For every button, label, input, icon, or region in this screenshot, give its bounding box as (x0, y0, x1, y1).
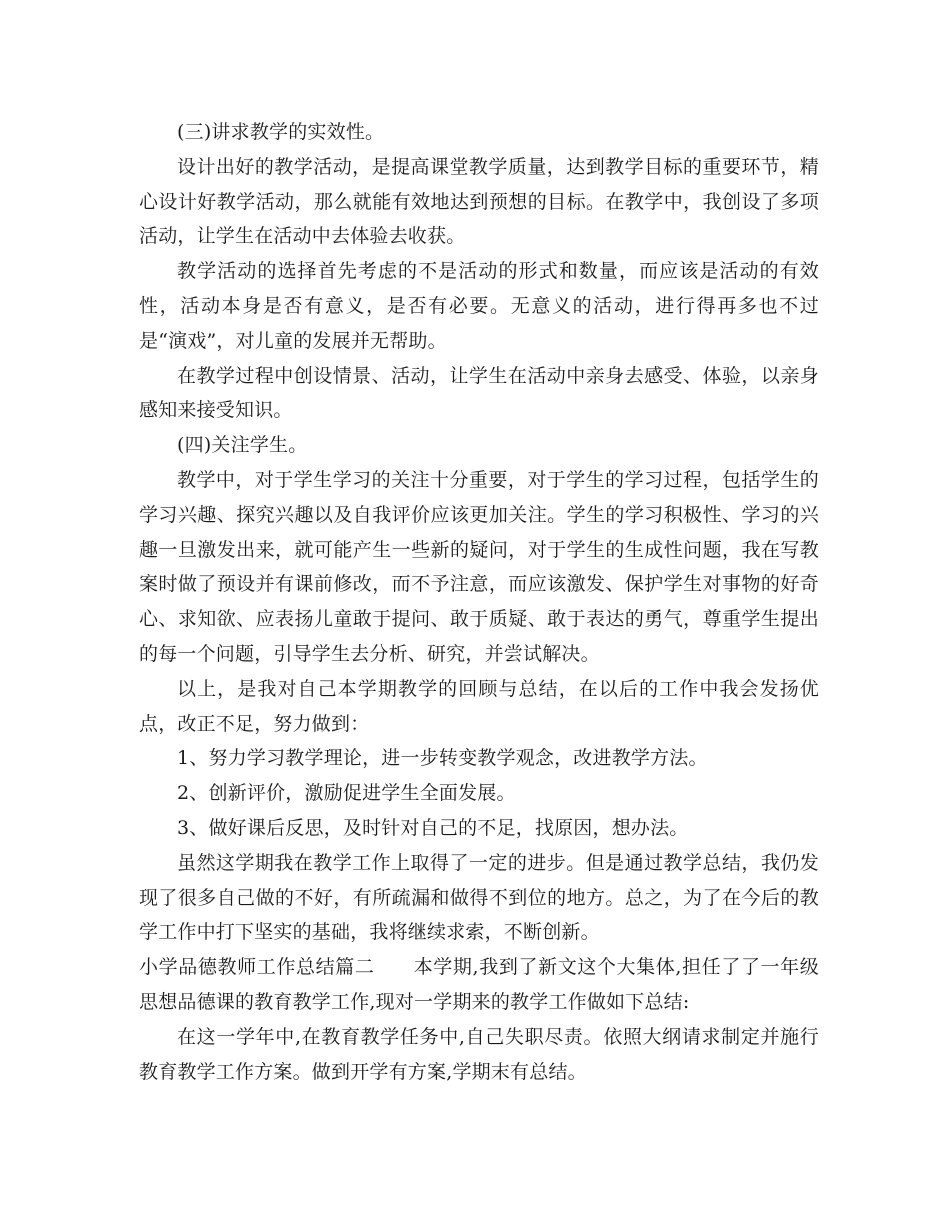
paragraph: 虽然这学期我在教学工作上取得了一定的进步。但是通过教学总结，我仍发现了很多自己做的不好，有所疏漏和做得不到位的地方。总之，为了在今后的教学工作中打下坚实的基础，我将继续求索，不断创新。 (139, 851, 819, 944)
section-heading-3: (三)讲求教学的实效性。 (177, 121, 385, 143)
paragraph: 以上，是我对自己本学期教学的回顾与总结，在以后的工作中我会发扬优点，改正不足，努力做到： (139, 677, 819, 735)
section-heading-4: (四)关注学生。 (177, 434, 308, 457)
list-item: 1、努力学习教学理论，进一步转变教学观念，改进教学方法。 (177, 747, 708, 770)
paragraph: 在这一学年中,在教育教学任务中,自己失职尽责。依照大纲请求制定并施行教育教学工作方案。做到开学有方案,学期末有总结。 (139, 1025, 819, 1083)
paragraph: 教学活动的选择首先考虑的不是活动的形式和数量，而应该是活动的有效性，活动本身是否有意义，是否有必要。无意义的活动，进行得再多也不过是“演戏”，对儿童的发展并无帮助。 (139, 260, 819, 352)
list-item: 3、做好课后反思，及时针对自己的不足，找原因，想办法。 (177, 816, 689, 839)
paragraph: 教学中，对于学生学习的关注十分重要，对于学生的学习过程，包括学生的学习兴趣、探究兴趣以及自我评价应该更加关注。学生的学习积极性、学习的兴趣一旦激发出来，就可能产生一些新的疑问，对于学生的生成性问题，我在写教案时做了预设并有课前修改，而不予注意，而应该激发、保护学生对事物的好奇心、求知欲、应表扬儿童敢于提问、敢于质疑、敢于表达的勇气，尊重学生提出的每一个问题，引导学生去分析、研究，并尝试解决。 (139, 468, 819, 665)
list-item: 2、创新评价，激励促进学生全面发展。 (177, 782, 516, 805)
paragraph: 设计出好的教学活动，是提高课堂教学质量，达到教学目标的重要环节，精心设计好教学活动，那么就能有效地达到预想的目标。在教学中，我创设了多项活动，让学生在活动中去体验去收获。 (139, 155, 819, 248)
article-title-paragraph: 小学品德教师工作总结篇二 本学期,我到了新文这个大集体,担任了了一年级思想品德课的教育教学工作,现对一学期来的教学工作做如下总结: (139, 956, 819, 1013)
paragraph: 在教学过程中创设情景、活动，让学生在活动中亲身去感受、体验，以亲身感知来接受知识。 (139, 364, 819, 422)
document-body (139, 115, 819, 1089)
